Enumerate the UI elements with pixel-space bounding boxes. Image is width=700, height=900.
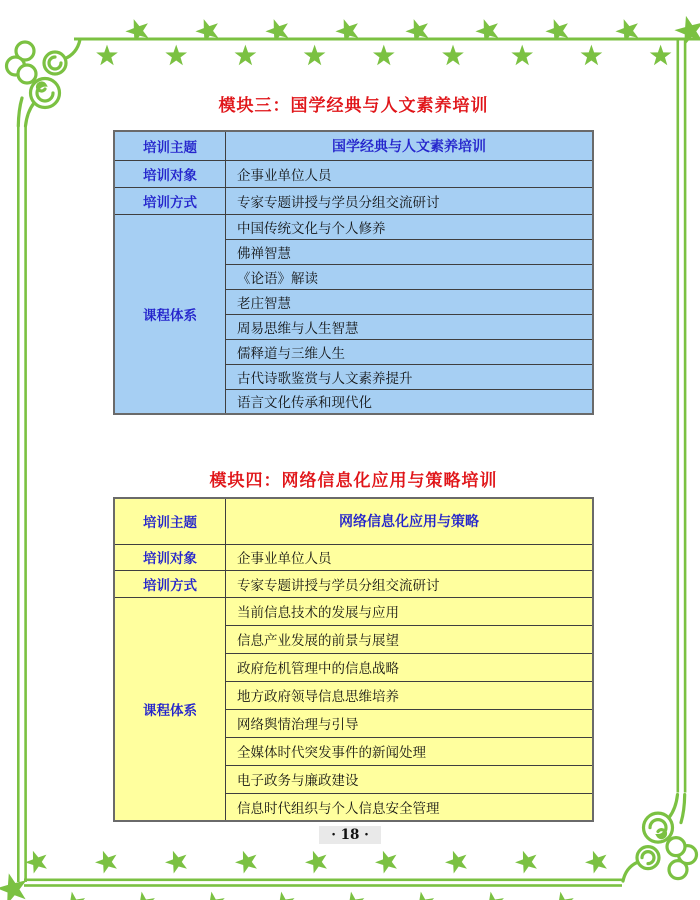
corner-ornament-top-left xyxy=(7,40,81,127)
star-icon xyxy=(549,890,577,900)
course-item: 电子政务与廉政建设 xyxy=(226,765,594,793)
course-item: 《论语》解读 xyxy=(226,264,594,289)
course-item: 周易思维与人生智慧 xyxy=(226,314,594,339)
star-icon xyxy=(479,890,507,900)
curriculum-label: 课程体系 xyxy=(114,214,226,414)
top-inner-star-row xyxy=(96,45,671,66)
star-icon xyxy=(442,847,471,875)
method-value: 专家专题讲授与学员分组交流研讨 xyxy=(226,570,594,597)
audience-label: 培训对象 xyxy=(114,160,226,187)
border-right-line-outerless xyxy=(677,38,680,793)
star-icon xyxy=(200,890,228,900)
star-icon xyxy=(650,45,672,66)
table-row xyxy=(114,544,593,570)
border-left-line-outer xyxy=(17,125,20,882)
course-item: 语言文化传承和现代化 xyxy=(226,389,594,414)
method-label: 培训方式 xyxy=(114,187,226,214)
star-icon xyxy=(582,847,611,875)
theme-value: 国学经典与人文素养培训 xyxy=(226,131,594,160)
star-icon xyxy=(130,890,158,900)
star-icon xyxy=(372,847,401,875)
border-bottom-line-outer xyxy=(24,884,622,887)
table-row xyxy=(114,597,593,625)
course-item: 老庄智慧 xyxy=(226,289,594,314)
star-icon xyxy=(165,45,187,66)
star-icon xyxy=(96,45,118,66)
course-item: 当前信息技术的发展与应用 xyxy=(226,597,594,625)
theme-label: 培训主题 xyxy=(114,131,226,160)
star-icon xyxy=(672,12,700,47)
star-icon xyxy=(162,847,191,875)
star-icon xyxy=(373,45,395,66)
star-icon xyxy=(92,847,121,875)
star-icon xyxy=(232,847,261,875)
star-icon xyxy=(442,45,464,66)
course-item: 全媒体时代突发事件的新闻处理 xyxy=(226,737,594,765)
theme-label: 培训主题 xyxy=(114,498,226,544)
course-item: 信息产业发展的前景与展望 xyxy=(226,625,594,653)
course-item: 政府危机管理中的信息战略 xyxy=(226,653,594,681)
star-icon xyxy=(269,890,297,900)
audience-value: 企事业单位人员 xyxy=(226,160,594,187)
star-icon xyxy=(339,890,367,900)
module3-title: 模块三：国学经典与人文素养培训 xyxy=(218,96,489,116)
star-icon xyxy=(235,45,257,66)
border-right-line-outer xyxy=(684,38,687,793)
module4-table xyxy=(113,497,594,822)
star-icon xyxy=(302,847,331,875)
page-number-value: · 18 · xyxy=(319,826,381,844)
course-item: 古代诗歌鉴赏与人文素养提升 xyxy=(226,364,594,389)
bottom-outer-star-row xyxy=(60,890,576,900)
star-icon xyxy=(581,45,603,66)
star-icon xyxy=(60,890,88,900)
course-item: 信息时代组织与个人信息安全管理 xyxy=(226,793,594,821)
method-value: 专家专题讲授与学员分组交流研讨 xyxy=(226,187,594,214)
course-item: 网络舆情治理与引导 xyxy=(226,709,594,737)
audience-value: 企事业单位人员 xyxy=(226,544,594,570)
table-row xyxy=(114,570,593,597)
bottom-inner-star-row xyxy=(22,847,611,875)
course-item: 地方政府领导信息思维培养 xyxy=(226,681,594,709)
course-item: 佛禅智慧 xyxy=(226,239,594,264)
table-row xyxy=(114,498,593,544)
star-icon xyxy=(409,890,437,900)
star-icon xyxy=(304,45,326,66)
border-bottom-line-inner xyxy=(24,879,622,882)
audience-label: 培训对象 xyxy=(114,544,226,570)
curriculum-label: 课程体系 xyxy=(114,597,226,821)
star-icon xyxy=(512,847,541,875)
theme-value: 网络信息化应用与策略 xyxy=(226,498,594,544)
table-row xyxy=(114,131,593,160)
method-label: 培训方式 xyxy=(114,570,226,597)
module4-title: 模块四：网络信息化应用与策略培训 xyxy=(209,471,498,491)
star-icon xyxy=(511,45,533,66)
table-row xyxy=(114,160,593,187)
course-item: 中国传统文化与个人修养 xyxy=(226,214,594,239)
border-left-line-inner xyxy=(24,125,27,882)
border-top-line xyxy=(74,38,700,41)
table-row xyxy=(114,214,593,239)
page-number xyxy=(0,824,700,844)
module3-table xyxy=(113,130,594,415)
table-row xyxy=(114,187,593,214)
course-item: 儒释道与三维人生 xyxy=(226,339,594,364)
